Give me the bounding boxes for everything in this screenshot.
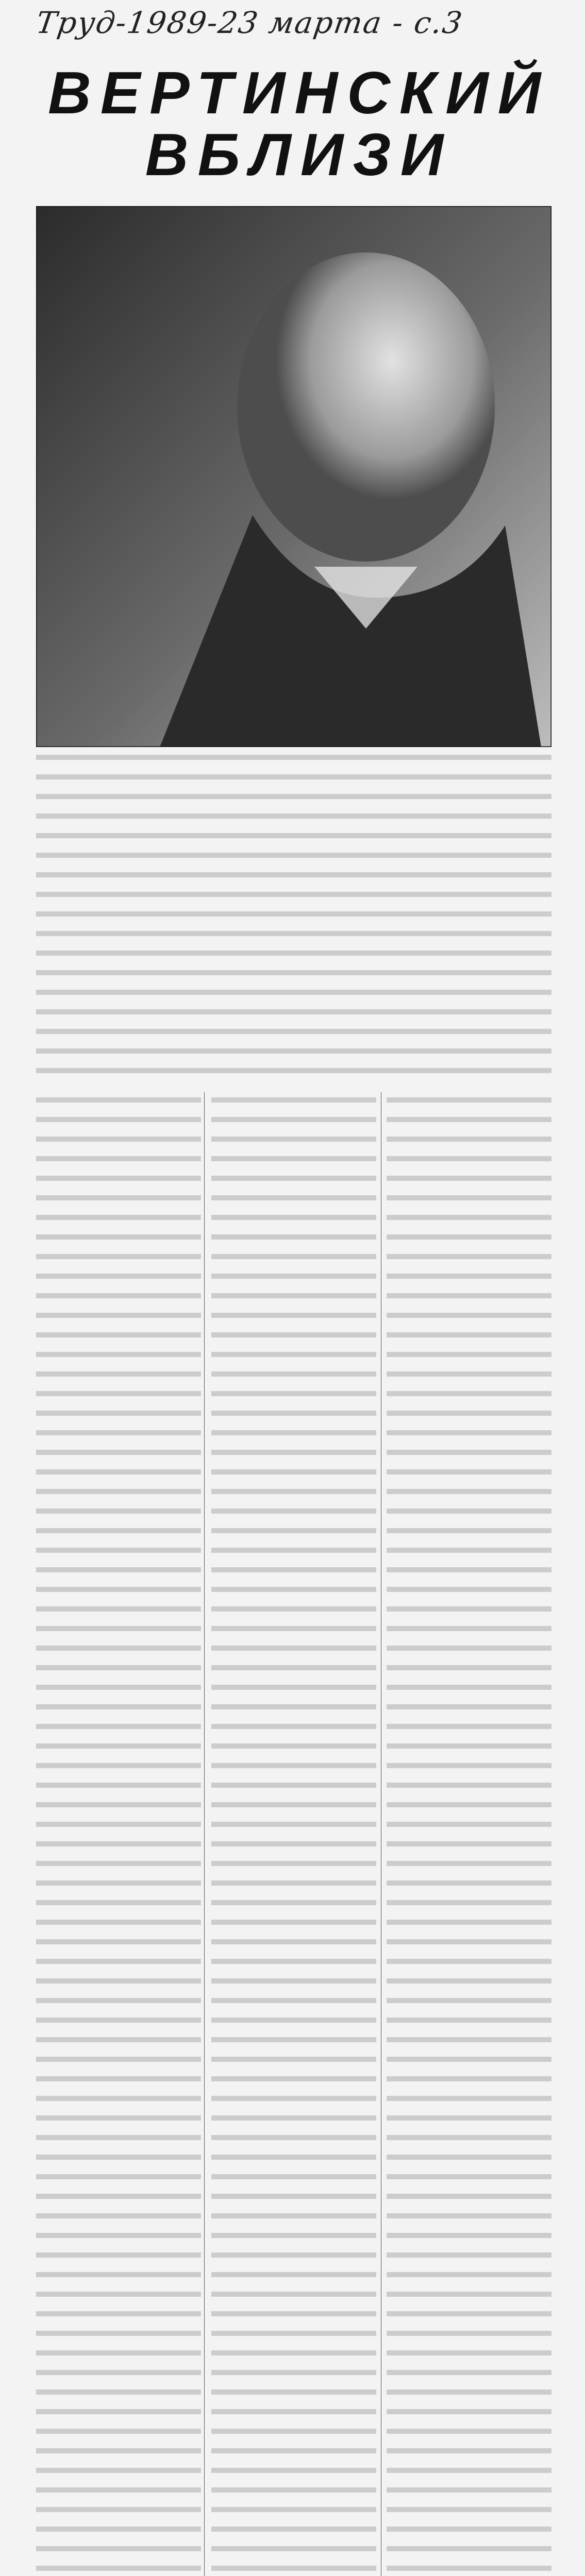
column-1-lines <box>36 1092 201 2576</box>
column-2-lines <box>211 1092 376 2576</box>
lead-text-lines <box>36 750 551 1079</box>
column-divider <box>204 1092 205 2576</box>
handwritten-note: Труд-1989-23 марта - с.3 <box>34 5 465 40</box>
headline-line-1: ВЕРТИНСКИЙ <box>47 59 550 126</box>
headline-line-2: ВБЛИЗИ <box>145 121 453 188</box>
column-1-text <box>36 1092 37 1093</box>
article-column-1 <box>36 1092 201 2576</box>
article-column-3 <box>387 1092 551 2576</box>
lead-paragraph <box>36 750 551 1079</box>
column-2-text <box>211 1092 212 1093</box>
column-3-lines <box>387 1092 551 2576</box>
article-column-2 <box>211 1092 376 2576</box>
article-columns <box>36 1092 551 2576</box>
article-headline <box>46 59 551 188</box>
portrait-photo <box>36 206 551 747</box>
